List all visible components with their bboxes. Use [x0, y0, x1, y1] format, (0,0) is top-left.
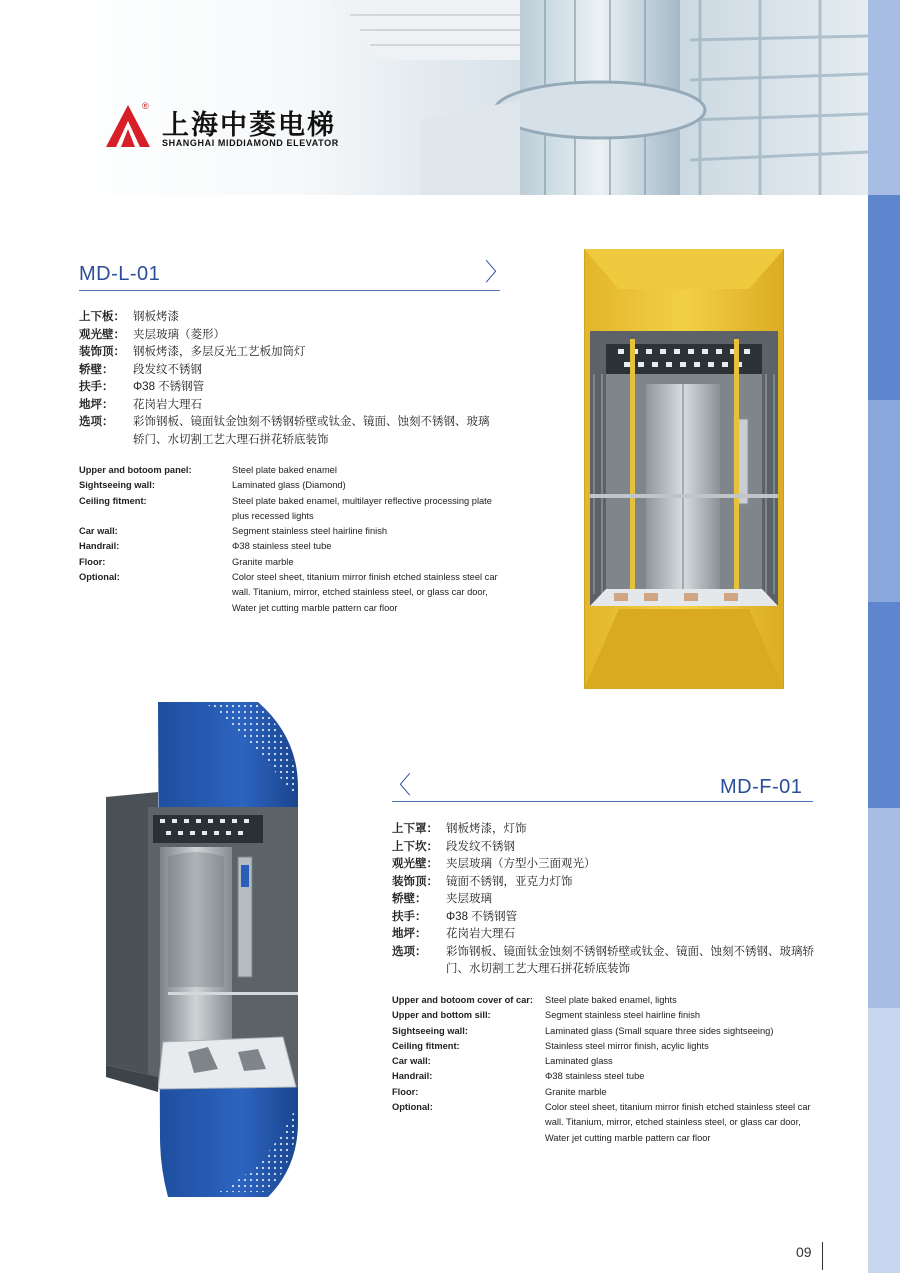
spec-key: 选项：	[79, 416, 114, 428]
side-bar-segment	[868, 808, 900, 1008]
spec-key: 上下板：	[79, 311, 125, 323]
spec-value: 段发纹不锈钢	[446, 840, 515, 853]
spec-row	[392, 1008, 818, 1023]
spec-key: Handrail:	[392, 1071, 433, 1082]
spec-value: 彩饰钢板、镜面钛金蚀刻不锈钢轿壁或钛金、镜面、蚀刻不锈钢、玻璃轿门、水切割工艺大理石拼花轿底装饰	[133, 416, 490, 446]
spec-key: Upper and botoom panel:	[79, 465, 192, 475]
spec-key: Car wall:	[79, 526, 118, 537]
side-bar-segment	[868, 195, 900, 400]
spec-row	[79, 570, 509, 616]
spec-row	[392, 944, 822, 979]
spec-row	[79, 362, 499, 380]
spec-key: 地坪：	[79, 398, 114, 411]
spec-value: Granite marble	[232, 556, 294, 567]
side-bar-segment	[868, 0, 900, 195]
spec-value: 夹层玻璃	[446, 893, 492, 905]
spec-value: 夹层玻璃（方型小三面观光）	[446, 858, 596, 870]
spec-key: 扶手：	[79, 381, 114, 393]
registered-mark: ®	[142, 101, 149, 111]
spec-key: 观光壁：	[392, 858, 438, 870]
spec-value: Laminated glass (Diamond)	[232, 480, 346, 491]
spec-value: 钢板烤漆	[133, 311, 179, 323]
spec-key: Floor:	[392, 1086, 419, 1097]
spec-value: Laminated glass (Small square three sides sightseeing)	[545, 1025, 774, 1036]
side-bar-segment	[868, 1008, 900, 1273]
spec-row	[79, 539, 509, 554]
spec-row	[79, 524, 509, 539]
spec-value: Segment stainless steel hairline finish	[232, 526, 388, 537]
spec-value: 镜面不锈钢，亚克力灯饰	[446, 875, 573, 888]
building-photo	[0, 0, 868, 195]
spec-row	[79, 344, 499, 362]
spec-key: 扶手：	[392, 910, 427, 923]
spec-value: Φ38 不锈钢管	[133, 381, 205, 393]
spec-row	[392, 891, 822, 909]
section-a-specs-cn	[79, 309, 499, 449]
side-bar-segment	[868, 400, 900, 602]
page-number-divider	[822, 1242, 823, 1270]
spec-key: Ceiling fitment:	[392, 1040, 460, 1051]
elevator-image-md-f-01	[98, 697, 308, 1202]
side-color-bar	[868, 0, 900, 1273]
spec-key: 轿壁：	[79, 363, 114, 376]
spec-row	[392, 839, 822, 857]
spec-row	[392, 909, 822, 927]
section-a-specs-en	[79, 463, 509, 616]
spec-key: Optional:	[392, 1102, 433, 1113]
spec-row	[392, 1054, 818, 1069]
brand-name-en: SHANGHAI MIDDIAMOND ELEVATOR	[162, 138, 339, 148]
model-title-md-l-01: MD-L-01	[79, 263, 161, 285]
section-b-rule	[392, 801, 813, 802]
elevator-image-md-l-01	[584, 249, 784, 689]
spec-key: Upper and botoom cover of car:	[392, 995, 534, 1005]
brand-name-cn: 上海中菱电梯	[162, 110, 336, 141]
spec-value: 段发纹不锈钢	[133, 363, 202, 376]
spec-key: Ceiling fitment:	[79, 495, 147, 506]
spec-row	[392, 821, 822, 839]
spec-row	[392, 856, 822, 874]
spec-value: Steel plate baked enamel, multilayer reflective processing plate plus recessed lights	[232, 495, 492, 521]
section-b-specs-en	[392, 993, 818, 1146]
spec-row	[79, 397, 499, 415]
spec-key: 选项：	[392, 945, 427, 958]
spec-row	[79, 327, 499, 345]
spec-value: 钢板烤漆，多层反光工艺板加筒灯	[133, 346, 306, 358]
spec-row	[79, 478, 509, 493]
chevron-right-icon[interactable]: 〉	[485, 258, 509, 286]
spec-row	[79, 309, 499, 327]
spec-value: Granite marble	[545, 1086, 607, 1097]
spec-row	[392, 1069, 818, 1084]
page-number: 09	[796, 1244, 812, 1260]
spec-row	[392, 1024, 818, 1039]
spec-value: Laminated glass	[545, 1056, 613, 1067]
spec-value: Steel plate baked enamel	[232, 465, 337, 475]
spec-row	[392, 926, 822, 944]
spec-key: 地坪：	[392, 928, 427, 940]
header-photo-band	[0, 0, 868, 195]
spec-key: 装饰顶：	[79, 346, 125, 358]
spec-row	[392, 993, 818, 1008]
spec-key: 装饰顶：	[392, 875, 438, 888]
spec-value: Stainless steel mirror finish, acylic lights	[545, 1040, 709, 1051]
spec-key: 上下坎：	[392, 840, 438, 853]
spec-value: Φ38 stainless steel tube	[545, 1071, 645, 1082]
spec-value: 花岗岩大理石	[133, 398, 202, 411]
spec-key: Floor:	[79, 556, 106, 567]
model-title-md-f-01: MD-F-01	[720, 776, 803, 798]
brand-logo	[104, 103, 344, 153]
spec-row	[79, 555, 509, 570]
spec-key: 轿壁：	[392, 893, 427, 905]
spec-key: Car wall:	[392, 1056, 431, 1067]
spec-key: Optional:	[79, 572, 120, 583]
spec-value: 钢板烤漆，灯饰	[446, 823, 527, 835]
spec-key: Handrail:	[79, 541, 120, 552]
spec-key: Upper and bottom sill:	[392, 1010, 491, 1021]
section-b-specs-cn	[392, 821, 822, 979]
spec-key: 观光壁：	[79, 328, 125, 341]
spec-value: Φ38 stainless steel tube	[232, 541, 332, 552]
spec-value: Color steel sheet, titanium mirror finish etched stainless steel car wall. Titanium, mirror, etched stainless steel, or glass car door, Water jet cutting marble pattern car floor	[545, 1102, 811, 1143]
spec-key: 上下罩：	[392, 823, 438, 835]
spec-row	[392, 1039, 818, 1054]
spec-row	[392, 1085, 818, 1100]
spec-value: 夹层玻璃（菱形）	[133, 328, 225, 341]
spec-value: Segment stainless steel hairline finish	[545, 1010, 701, 1021]
spec-row	[392, 1100, 818, 1146]
spec-key: Sightseeing wall:	[392, 1025, 468, 1036]
spec-row	[79, 414, 499, 449]
spec-value: Φ38 不锈钢管	[446, 910, 518, 923]
side-bar-segment	[868, 602, 900, 808]
spec-key: Sightseeing wall:	[79, 480, 155, 491]
chevron-left-icon[interactable]: 〈	[387, 771, 411, 799]
spec-value: 花岗岩大理石	[446, 928, 515, 940]
spec-value: 彩饰钢板、镜面钛金蚀刻不锈钢轿壁或钛金、镜面、蚀刻不锈钢、玻璃轿门、水切割工艺大理石拼花轿底装饰	[446, 945, 814, 975]
spec-row	[79, 379, 499, 397]
section-a-rule	[79, 290, 500, 291]
spec-row	[392, 874, 822, 892]
spec-value: Color steel sheet, titanium mirror finish etched stainless steel car wall. Titanium, mirror, etched stainless steel, or glass car door, Water jet cutting marble pattern car floor	[232, 572, 498, 613]
spec-row	[79, 494, 509, 525]
spec-value: Steel plate baked enamel, lights	[545, 995, 677, 1005]
spec-row	[79, 463, 509, 478]
